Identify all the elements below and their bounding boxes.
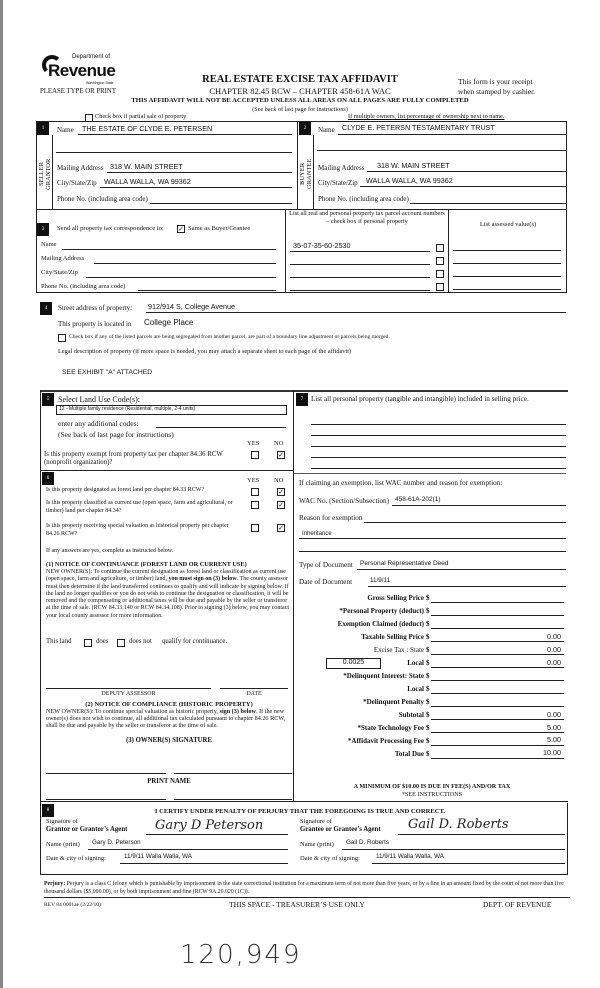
tax-row-label: Total Due	[394, 750, 424, 758]
local-rate-value: 0.0025	[342, 659, 365, 666]
personal-property-line-2[interactable]	[311, 435, 566, 436]
notice2-bold: sign (3) below	[219, 708, 256, 715]
print-name-line-1[interactable]	[46, 799, 166, 800]
currency-sign: $	[426, 620, 430, 628]
exempt-question: Is this property exempt from property tax per chapter 84.36 RCW (nonprofit organization)?	[44, 451, 223, 466]
tax-row-value: 0.00	[547, 645, 561, 654]
wac-field[interactable]	[392, 505, 566, 506]
grantee-mailing-field[interactable]	[367, 171, 567, 172]
notice-continuance-text	[46, 569, 292, 620]
same-as-buyer-label: Same as Buyer/Grantee	[188, 225, 251, 232]
print-name-label: PRINT NAME	[147, 778, 191, 785]
grantor-name-field-2[interactable]	[56, 152, 292, 153]
grantee-mailing-label: Mailing Address	[318, 164, 365, 172]
grantor-city-value: WALLA WALLA, WA 99362	[104, 177, 191, 186]
grantee-city-label: City/State/Zip	[318, 179, 358, 187]
tax-row-label: *Delinquent Penalty	[363, 698, 424, 706]
grantor-name-print-field[interactable]	[88, 849, 288, 850]
grantee-name-print-value: Gail D. Roberts	[346, 839, 390, 846]
section-7-badge: 7	[296, 393, 308, 406]
personal-property-line-3[interactable]	[311, 446, 566, 447]
grantor-name-label: Name	[57, 126, 74, 134]
grantor-text: GRANTOR	[45, 158, 52, 190]
assessed-field-3[interactable]	[453, 276, 561, 277]
land-use-value: 12 - Multiple family residence (Residential, multiple, 2-4 units)	[59, 406, 196, 412]
grantee-signature-field[interactable]	[398, 834, 565, 835]
currency-sign: $	[426, 659, 430, 667]
currency-sign: $	[426, 737, 430, 745]
doc-date-value: 11/9/11	[370, 577, 391, 584]
tax-row-label: Taxable Selling Price	[361, 633, 424, 641]
no-header-6: NO	[274, 477, 284, 484]
tax-correspondence-label: Send all property tax correspondence to:	[57, 225, 164, 232]
grantee-phone-field[interactable]	[410, 203, 567, 204]
grantor-name-print-value: Gary D. Peterson	[92, 839, 141, 846]
does-label: does	[96, 638, 109, 645]
doc-date-label: Date of Document	[299, 578, 353, 586]
assessed-field-4[interactable]	[453, 289, 561, 290]
tax-row-value: 5.00	[547, 735, 561, 744]
currency-sign: $	[426, 750, 430, 758]
logo-top-text: Department of	[72, 54, 111, 60]
located-in-label: This property is located in	[58, 320, 132, 328]
reason-field-3[interactable]	[299, 551, 566, 552]
section2-side-rule	[313, 135, 314, 209]
parcel-field-4[interactable]	[290, 290, 430, 291]
parcel-field-2[interactable]	[290, 264, 430, 265]
tax-row-label: Subtotal	[398, 711, 424, 719]
no-header-5: NO	[274, 440, 284, 447]
corr-phone-field[interactable]	[138, 290, 276, 291]
middle-divider	[293, 391, 294, 801]
wac-value: 458-61A-202(1)	[395, 496, 441, 503]
tax-row-label: Local	[407, 685, 424, 693]
land-use-label: Select Land Use Code(s):	[58, 395, 140, 404]
grantor-signature-field[interactable]	[146, 834, 288, 835]
subtotal-field[interactable]	[431, 719, 564, 720]
seller-text: SELLER	[38, 162, 45, 186]
notice-continuance-title: (1) NOTICE OF CONTINUANCE (FOREST LAND OR CURRENT USE)	[46, 561, 247, 568]
exempt-no-checkbox[interactable]: ✓	[278, 451, 284, 459]
same-as-buyer-checkbox[interactable]: ✓	[178, 225, 184, 233]
yes-header-6: YES	[247, 477, 260, 484]
tax-row-value: 10.00	[543, 748, 561, 757]
land-does-checkbox[interactable]	[84, 639, 92, 647]
tax-row-label: Gross Selling Price	[367, 594, 424, 602]
deputy-date-label: DATE	[246, 691, 262, 697]
assessed-header: List assessed value(s)	[479, 221, 537, 228]
grantor-phone-field[interactable]	[150, 203, 292, 204]
dor-logo	[42, 52, 122, 88]
currency-sign: $	[426, 646, 430, 654]
grantee-name-print-field[interactable]	[342, 849, 565, 850]
section-3-badge: 3	[37, 223, 49, 236]
completion-warning: THIS AFFIDAVIT WILL NOT BE ACCEPTED UNLESS ALL AREAS ON ALL PAGES ARE FULLY COMPLETED	[131, 97, 469, 104]
delinquent-penalty-field[interactable]	[431, 706, 564, 707]
excise-tax-local-field[interactable]	[431, 667, 564, 668]
grantor-date-city-value: 11/9/11 Walla Walla, WA	[124, 853, 193, 860]
affidavit-processing-fee-field[interactable]	[431, 745, 564, 746]
exemption-claim-label: If claiming an exemption, list WAC number and reason for exemption:	[299, 479, 503, 487]
tax-row-label: *Affidavit Processing Fee	[347, 737, 424, 745]
forest-land-question: Is this property designated as forest land per chapter 84.33 RCW?	[46, 487, 205, 493]
grantor-sig-label-2: Grantor or Grantor’s Agent	[46, 826, 128, 833]
tax-row-value: 0.00	[547, 710, 561, 719]
corr-phone-label: Phone No. (including area code)	[41, 283, 126, 290]
section1-side-rule	[52, 135, 53, 209]
tax-row-label: *Delinquent Interest: State	[343, 672, 424, 680]
historic-yes-checkbox[interactable]	[251, 524, 259, 532]
section-8-badge: 8	[42, 804, 54, 817]
corr-city-field[interactable]	[86, 277, 276, 278]
corr-city-label: City/State/Zip	[41, 269, 78, 276]
this-land-label: This land	[46, 638, 72, 645]
tax-row	[296, 607, 568, 620]
notice1-text-b: . The county assessor must then determine if the land transferred continues to qualify and will indicate by signing below. If the land no longer qualifies or you do not wish to continue the designation or classification, it will be removed and the compensating or additional taxes will be due and payable by the seller or transferor at the time of sale. (RCW 84.33.140 or RCW 84.34.108). Prior to signing (3) below, you may contact your local county assessor for more information.	[46, 576, 290, 619]
personal-property-label: List all personal property (tangible and intangible) included in selling price.	[311, 395, 529, 403]
perjury-notice	[44, 880, 570, 898]
party-divider	[297, 121, 298, 209]
scan-edge	[0, 0, 3, 988]
form-subtitle: CHAPTER 82.45 RCW – CHAPTER 458-61A WAC	[209, 86, 391, 96]
grantor-mailing-field[interactable]	[107, 172, 292, 173]
additional-codes-label: enter any additional codes:	[58, 419, 139, 428]
handwritten-number: 120,949	[180, 940, 302, 970]
certify-statement: I CERTIFY UNDER PENALTY OF PERJURY THAT THE FOREGOING IS TRUE AND CORRECT.	[154, 808, 446, 815]
owner-signature-label: (3) OWNER(S) SIGNATURE	[126, 737, 212, 744]
section-2-badge: 2	[299, 122, 311, 135]
state-technology-fee-field[interactable]	[431, 732, 564, 733]
yes-header-5: YES	[247, 440, 260, 447]
current-use-question: Is this property classified as current use (open space, farm and agricultural, or timber) land per chapter 84.34?	[46, 500, 233, 514]
minimum-due-note: A MINIMUM OF $10.00 IS DUE IN FEE(S) AND/OR TAX	[353, 783, 511, 790]
section-6-badge: 6	[42, 472, 54, 485]
grantee-mailing-value: 318 W. MAIN STREET	[377, 161, 450, 170]
grantor-name-field[interactable]	[78, 134, 292, 135]
treasurer-use-label: THIS SPACE - TREASURER’S USE ONLY	[229, 900, 365, 909]
receipt-note-1: This form is your receipt	[458, 77, 533, 86]
current-use-no-checkbox[interactable]: ✓	[278, 501, 284, 509]
currency-sign: $	[426, 633, 430, 641]
notice2-text-b: . If the new owner(s) does not wish to continue, all additional tax calculated pursuant to chapter 84.26 RCW, shall be due and payable by the seller or transferor at the time of sale.	[46, 708, 286, 729]
street-address-label: Street address of property:	[58, 304, 133, 312]
street-address-field[interactable]	[146, 312, 566, 313]
currency-sign: $	[426, 724, 430, 732]
tax-row-label: Excise Tax : State	[373, 646, 424, 654]
tax-row-label: Exemption Claimed (deduct)	[337, 620, 424, 628]
total-due-field[interactable]	[431, 758, 564, 759]
wac-label: WAC No. (Section/Subsection)	[299, 497, 390, 505]
corr-mailing-label: Mailing Address	[41, 255, 85, 262]
grantee-name-label: Name	[318, 126, 335, 134]
parcel-col-divider	[285, 209, 286, 293]
tax-row	[296, 672, 568, 685]
street-address-value: 912/914 S, College Avenue	[148, 302, 235, 311]
tax-row	[296, 594, 568, 607]
grantee-city-field[interactable]	[360, 186, 567, 187]
grantee-name-field-2[interactable]	[317, 150, 567, 151]
grantor-sig-label-1: Signature of	[46, 818, 78, 825]
grantee-city-value: WALLA WALLA, WA 99362	[366, 176, 453, 185]
tax-row-value: 0.00	[547, 632, 561, 641]
tax-row-label: *State Technology Fee	[357, 724, 424, 732]
personal-property-line-4[interactable]	[311, 457, 566, 458]
perjury-text: Perjury is a class C felony which is punishable by imprisonment in the state correctional institution for a maximum term of not more than five years, or by a fine in an amount fixed by the court of not more than five thousand dollars ($5,000.00), or by both imprisonment and fine (RCW 9A.20.020 (1C)).	[44, 881, 564, 895]
grantee-phone-label: Phone No. (including area code)	[318, 195, 409, 203]
corr-name-label: Name	[41, 241, 57, 248]
assessed-col-divider	[448, 209, 449, 293]
located-in-value: College Place	[144, 318, 194, 327]
currency-sign: $	[426, 711, 430, 719]
segregated-checkbox[interactable]	[58, 334, 66, 342]
personal-property-line-1[interactable]	[311, 424, 566, 425]
print-name-line-2[interactable]	[174, 799, 292, 800]
reason-label: Reason for exemption	[299, 514, 363, 522]
gross-selling-price-field[interactable]	[431, 602, 564, 603]
reason-value: Inheritance	[302, 531, 332, 537]
grantor-name-print-label: Name (print)	[46, 841, 80, 848]
parcel-2-personal-checkbox[interactable]	[436, 257, 444, 265]
grantee-sig-label-2: Grantee or Grantee’s Agent	[300, 826, 381, 833]
excise-tax-state-field[interactable]	[431, 654, 564, 655]
section-4-badge: 4	[40, 302, 52, 315]
doc-type-label: Type of Document	[299, 561, 353, 569]
grantor-name-value: THE ESTATE OF CLYDE E. PETERSEN	[82, 124, 213, 133]
grantor-date-city-field[interactable]	[120, 863, 288, 864]
tax-computation-table	[296, 594, 568, 784]
doc-type-field[interactable]	[357, 569, 566, 570]
exempt-yes-checkbox[interactable]	[251, 451, 259, 459]
grantee-date-city-label: Date & city of signing:	[300, 855, 360, 862]
corr-name-field[interactable]	[62, 249, 276, 250]
delinquent-interest-local-field[interactable]	[431, 693, 564, 694]
notice1-bold: you must sign on (3) below	[168, 576, 237, 583]
grantee-name-print-label: Name (print)	[300, 841, 334, 848]
see-instructions-note: *SEE INSTRUCTIONS	[401, 791, 463, 798]
grantee-date-city-field[interactable]	[372, 863, 565, 864]
tax-row	[296, 750, 568, 763]
buyer-text: BUYER	[299, 162, 306, 186]
section-1-badge: 1	[37, 122, 49, 135]
deputy-assessor-label: DEPUTY ASSESSOR	[101, 691, 156, 697]
parcel-header: List all real and personal property tax parcel account numbers – check box if personal property	[289, 210, 445, 225]
currency-sign: $	[426, 607, 430, 615]
grantor-signature: Gary D Peterson	[155, 818, 264, 833]
perjury-bold: Perjury:	[44, 881, 66, 887]
reason-field-2[interactable]	[299, 538, 566, 539]
tax-row	[296, 659, 568, 672]
parcel-field-3[interactable]	[290, 277, 430, 278]
doc-date-field[interactable]	[368, 586, 566, 587]
seller-grantor-label	[38, 150, 52, 198]
grantee-name-field[interactable]	[338, 134, 567, 135]
grantee-name-value: CLYDE E. PETERSN TESTAMENTARY TRUST	[342, 123, 495, 132]
owner-signature-line-1[interactable]	[46, 773, 166, 774]
buyer-grantee-label	[299, 150, 313, 198]
grantor-city-label: City/State/Zip	[57, 179, 97, 187]
grantor-phone-label: Phone No. (including area code)	[57, 195, 148, 203]
dept-revenue-label: DEPT. OF REVENUE	[483, 900, 552, 909]
please-type-label: PLEASE TYPE OR PRINT	[40, 88, 116, 95]
forest-no-checkbox[interactable]: ✓	[278, 488, 284, 496]
grantor-mailing-label: Mailing Address	[57, 164, 104, 172]
logo-sub-text: Washington State	[86, 81, 114, 85]
section5-top-rule	[40, 390, 568, 392]
see-back-note: (See back of last page for instructions)	[252, 106, 348, 113]
grantee-date-city-value: 11/9/11 Walla Walla, WA	[376, 853, 445, 860]
qualify-label: qualify for continuance.	[162, 638, 228, 645]
logo-main-text: Revenue	[48, 61, 116, 80]
personal-property-deduct-field[interactable]	[431, 615, 564, 616]
currency-sign: $	[426, 672, 430, 680]
corr-mailing-field[interactable]	[94, 263, 276, 264]
parcel-4-personal-checkbox[interactable]	[436, 283, 444, 291]
section-5-badge: 5	[42, 393, 54, 406]
taxable-selling-price-field[interactable]	[431, 641, 564, 642]
left-border	[40, 391, 41, 821]
parties-box	[36, 121, 567, 293]
deputy-assessor-signature-line[interactable]	[46, 688, 211, 689]
assessed-field-2[interactable]	[453, 263, 561, 264]
personal-property-line-5[interactable]	[311, 468, 566, 469]
doc-type-value: Personal Representative Deed	[360, 560, 449, 567]
section8-top-rule	[40, 801, 568, 802]
tax-row-label: Local	[407, 659, 424, 667]
tax-row-label: *Personal Property (deduct)	[339, 607, 424, 615]
grantee-sig-label-1: Signature of	[300, 818, 332, 825]
notice-compliance-text	[46, 709, 292, 729]
deputy-date-line[interactable]	[220, 688, 288, 689]
tax-row	[296, 685, 568, 698]
receipt-note-2: when stamped by cashier.	[458, 87, 536, 96]
form-title: REAL ESTATE EXCISE TAX AFFIDAVIT	[202, 74, 398, 85]
legal-description-label: Legal description of property (if more space is needed, you may attach a separate sheet to each page of the affidavit)	[58, 348, 352, 355]
partial-sale-label: Check box if partial sale of property	[95, 113, 187, 120]
reason-field[interactable]	[364, 522, 566, 523]
notice1-text-a: NEW OWNER(S): To continue the current designation as forest land or classification as current use (open space, farm and agriculture, or timber) land,	[46, 569, 286, 583]
grantee-signature: Gail D. Roberts	[408, 817, 509, 832]
historic-no-checkbox[interactable]: ✓	[278, 524, 284, 532]
exemption-claimed-field[interactable]	[431, 628, 564, 629]
legal-description-value[interactable]: SEE EXHIBIT "A" ATTACHED	[62, 369, 153, 376]
current-use-yes-checkbox[interactable]	[251, 501, 259, 509]
land-use-see-back: (See back of last page for instructions)	[58, 430, 174, 439]
notice-compliance-title: (2) NOTICE OF COMPLIANCE (HISTORIC PROPERTY)	[85, 701, 253, 708]
parcel-1-personal-checkbox[interactable]	[436, 244, 444, 252]
parcel-field-1[interactable]	[290, 251, 430, 252]
tax-row-value: 0.00	[547, 658, 561, 667]
owner-signature-line-2[interactable]	[174, 773, 292, 774]
currency-sign: $	[426, 685, 430, 693]
parcel-number-1: 35-07-35-60-2530	[293, 241, 351, 250]
grantor-mailing-value: 318 W. MAIN STREET	[110, 162, 183, 171]
grantor-date-city-label: Date & city of signing:	[46, 855, 106, 862]
tax-row-value: 5.00	[547, 723, 561, 732]
land-does-not-checkbox[interactable]	[117, 639, 125, 647]
multiple-owners-note: If multiple owners, list percentage of ownership next to name.	[348, 113, 505, 120]
section7-mid-rule	[294, 473, 566, 474]
form-number: REV 84 0001ae (2/22/10)	[44, 902, 101, 908]
grantee-text: GRANTEE	[306, 158, 313, 190]
historic-question: Is this property receiving special valuation as historical property per chapter 84.26 RCW?	[46, 523, 229, 537]
if-yes-note: If any answers are yes, complete as instructed below.	[46, 548, 174, 554]
grantor-city-field[interactable]	[100, 187, 292, 188]
currency-sign: $	[426, 594, 430, 602]
forest-yes-checkbox[interactable]	[251, 488, 259, 496]
assessed-field-1[interactable]	[453, 250, 561, 251]
does-not-label: does not	[129, 638, 152, 645]
section6-top-rule	[40, 470, 294, 471]
currency-sign: $	[426, 698, 430, 706]
delinquent-interest-state-field[interactable]	[431, 680, 564, 681]
additional-codes-field[interactable]	[156, 427, 286, 428]
notice2-text-a: NEW OWNER(S): To continue special valuation as historic property,	[46, 708, 218, 715]
parcel-3-personal-checkbox[interactable]	[436, 270, 444, 278]
segregated-label: Check box if any of the listed parcels are being segregated from another parcel, are part of a boundary line adjustment or parcels being merged.	[69, 334, 390, 340]
